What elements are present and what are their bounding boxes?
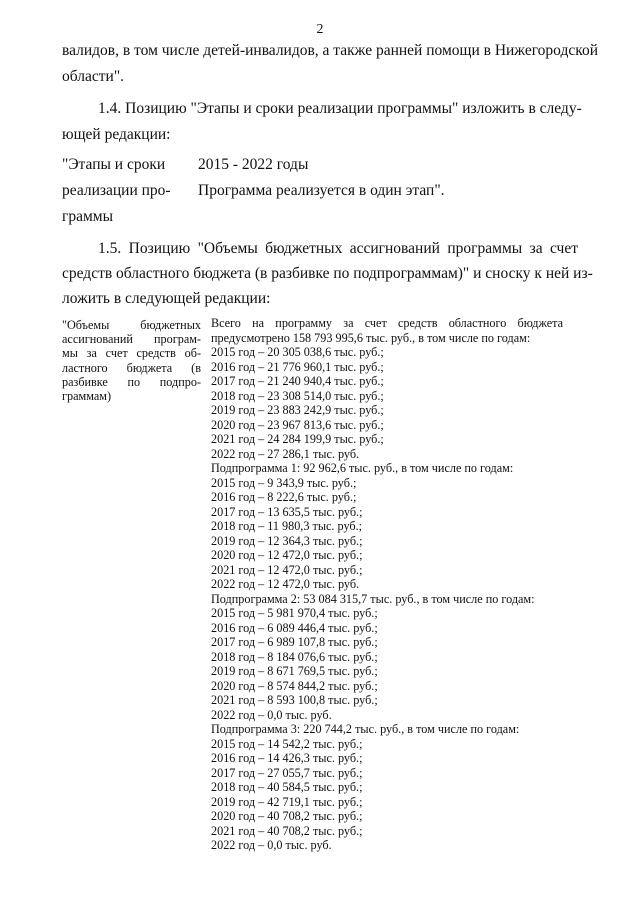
volumes-year-line: 2020 год – 40 708,2 тыс. руб.; (211, 809, 363, 823)
item-1-5-line-2: средств областного бюджета (в разбивке по подпрограммам)" и сноску к ней из- (62, 265, 593, 282)
volumes-label-line: ассигнований програм- (62, 332, 201, 347)
volumes-year-line: 2022 год – 12 472,0 тыс. руб. (211, 577, 360, 591)
volumes-year-line: 2017 год – 27 055,7 тыс. руб.; (211, 765, 363, 780)
volumes-year-line: 2018 год – 11 980,3 тыс. руб.; (211, 519, 363, 533)
volumes-label (62, 318, 201, 403)
volumes-year-line: 2017 год – 13 635,5 тыс. руб.; (211, 504, 363, 519)
stages-value-years: 2015 - 2022 годы (198, 156, 309, 173)
stages-label-line-1: "Этапы и сроки (62, 156, 166, 173)
stages-label-line-2: реализации про- (62, 182, 171, 199)
volumes-year-line: 2015 год – 14 542,2 тыс. руб.; (211, 736, 363, 751)
volumes-year-line: 2020 год – 23 967 813,6 тыс. руб.; (211, 417, 384, 432)
volumes-year-line: 2016 год – 14 426,3 тыс. руб.; (211, 751, 363, 765)
volumes-year-line: 2019 год – 8 671 769,5 тыс. руб.; (211, 664, 378, 678)
volumes-year-line: 2015 год – 20 305 038,6 тыс. руб.; (211, 345, 384, 359)
volumes-year-line: 2015 год – 5 981 970,4 тыс. руб.; (211, 606, 378, 620)
volumes-year-line: 2015 год – 9 343,9 тыс. руб.; (211, 475, 357, 490)
item-1-4-line-2: ющей редакции: (62, 126, 171, 143)
volumes-year-line: 2021 год – 24 284 199,9 тыс. руб.; (211, 432, 384, 446)
item-1-4-line-1: 1.4. Позицию "Этапы и сроки реализации программы" изложить в следу- (98, 100, 582, 117)
volumes-year-line: 2016 год – 6 089 446,4 тыс. руб.; (211, 620, 378, 635)
intro-line-1: валидов, в том числе детей-инвалидов, а также ранней помощи в Нижегородской (62, 42, 599, 59)
volumes-total-amount: предусмотрено 158 793 995,6 тыс. руб., в том числе по годам: (211, 330, 531, 345)
volumes-year-line: 2020 год – 12 472,0 тыс. руб.; (211, 548, 363, 562)
volumes-year-line: 2019 год – 12 364,3 тыс. руб.; (211, 533, 363, 548)
stages-label-line-3: граммы (62, 208, 114, 225)
volumes-year-line: 2020 год – 8 574 844,2 тыс. руб.; (211, 678, 378, 693)
volumes-year-line: 2018 год – 23 308 514,0 тыс. руб.; (211, 388, 384, 403)
volumes-year-line: 2016 год – 8 222,6 тыс. руб.; (211, 490, 357, 504)
volumes-body (211, 316, 567, 853)
subprogram-1-heading: Подпрограмма 1: 92 962,6 тыс. руб., в том числе по годам: (211, 461, 514, 475)
volumes-year-line: 2022 год – 0,0 тыс. руб. (211, 838, 332, 852)
volumes-total-heading: Всего на программу за счет средств областного бюджета (211, 316, 563, 330)
volumes-year-line: 2018 год – 40 584,5 тыс. руб.; (211, 780, 363, 794)
volumes-label-line: ластного бюджета (в (62, 360, 201, 375)
volumes-year-line: 2016 год – 21 776 960,1 тыс. руб.; (211, 359, 384, 374)
volumes-label-line: разбивке по подпро- (62, 374, 201, 389)
volumes-year-line: 2018 год – 8 184 076,6 тыс. руб.; (211, 649, 378, 664)
volumes-year-line: 2022 год – 0,0 тыс. руб. (211, 707, 332, 722)
page-number: 2 (316, 22, 324, 37)
volumes-year-line: 2022 год – 27 286,1 тыс. руб. (211, 446, 360, 461)
subprogram-2-heading: Подпрограмма 2: 53 084 315,7 тыс. руб., в том числе по годам: (211, 591, 535, 606)
volumes-year-line: 2019 год – 42 719,1 тыс. руб.; (211, 794, 363, 809)
volumes-label-line: мы за счет средств об- (62, 346, 201, 361)
volumes-year-line: 2017 год – 21 240 940,4 тыс. руб.; (211, 374, 384, 388)
volumes-year-line: 2021 год – 12 472,0 тыс. руб.; (211, 562, 363, 577)
subprogram-3-heading: Подпрограмма 3: 220 744,2 тыс. руб., в том числе по годам: (211, 722, 520, 736)
stages-value-note: Программа реализуется в один этап". (198, 182, 445, 199)
intro-line-2: области". (62, 68, 125, 85)
volumes-year-line: 2019 год – 23 883 242,9 тыс. руб.; (211, 403, 384, 417)
volumes-label-line: граммам) (62, 389, 112, 404)
volumes-year-line: 2021 год – 8 593 100,8 тыс. руб.; (211, 693, 378, 707)
item-1-5-line-3: ложить в следующей редакции: (62, 290, 271, 307)
volumes-label-line: "Объемы бюджетных (62, 318, 201, 332)
volumes-year-line: 2017 год – 6 989 107,8 тыс. руб.; (211, 635, 378, 649)
item-1-5-line-1: 1.5. Позицию "Объемы бюджетных ассигнований программы за счет (98, 240, 578, 257)
volumes-year-line: 2021 год – 40 708,2 тыс. руб.; (211, 823, 363, 838)
